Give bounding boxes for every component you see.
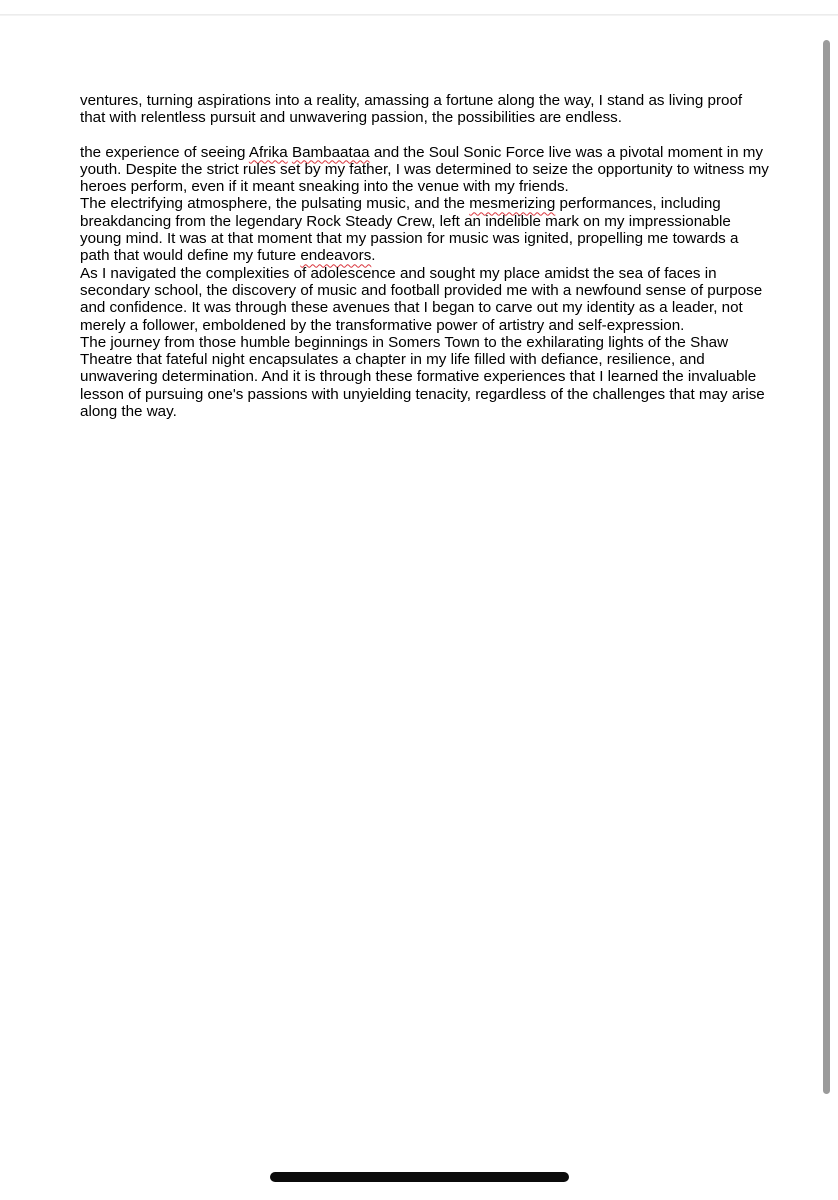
- vertical-scrollbar[interactable]: [822, 38, 832, 1096]
- paragraph-text: performances, including breakdancing from the legendary Rock Steady Crew, left an indelible mark on my impressionable young mind. It was at that moment that my passion for music was ignited, propelling me towards a path that would define my future: [80, 195, 739, 265]
- paragraph-afrika-bambaataa: [80, 144, 770, 196]
- paragraph-text: and the Soul Sonic Force live was a pivotal moment in my youth. Despite the strict rules set by my father, I was determined to seize the opportunity to witness my heroes perform, even if it meant sneaking into the venue with my friends.: [80, 143, 769, 196]
- paragraph-electrifying-atmosphere: [80, 195, 770, 264]
- top-divider: [0, 14, 838, 16]
- spelling-error-word[interactable]: mesmerizing: [469, 195, 556, 213]
- paragraph-text: .: [371, 247, 376, 265]
- spelling-error-word[interactable]: Afrika: [248, 143, 288, 161]
- paragraph-intro-continuation: [80, 92, 770, 127]
- scrollbar-thumb[interactable]: [823, 40, 830, 1094]
- paragraph-journey: [80, 334, 770, 420]
- paragraph-adolescence: [80, 265, 770, 334]
- paragraph-text: The electrifying atmosphere, the pulsating music, and the: [80, 195, 470, 213]
- paragraph-gap: [80, 127, 770, 144]
- paragraph-text: As I navigated the complexities of adolescence and sought my place amidst the sea of faces in secondary school, the discovery of music and football provided me with a newfound sense of purpose and confidence. It was through these avenues that I began to carve out my identity as a leader, not merely a follower, emboldened by the transformative power of artistry and self-expression.: [80, 264, 763, 334]
- home-indicator[interactable]: [270, 1172, 569, 1182]
- paragraph-text: The journey from those humble beginnings in Somers Town to the exhilarating lights of the Shaw Theatre that fateful night encapsulates a chapter in my life filled with defiance, resilience, and unwavering determination. And it is through these formative experiences that I learned the invaluable lesson of pursuing one's passions with unyielding tenacity, regardless of the challenges that may arise along the way.: [80, 333, 765, 421]
- spelling-error-word[interactable]: endeavors: [300, 247, 372, 265]
- spelling-error-word[interactable]: Bambaataa: [291, 143, 370, 161]
- paragraph-text: the experience of seeing: [80, 143, 249, 161]
- document-body[interactable]: [80, 92, 770, 420]
- paragraph-text: ventures, turning aspirations into a reality, amassing a fortune along the way, I stand as living proof that with relentless pursuit and unwavering passion, the possibilities are endless.: [80, 92, 743, 127]
